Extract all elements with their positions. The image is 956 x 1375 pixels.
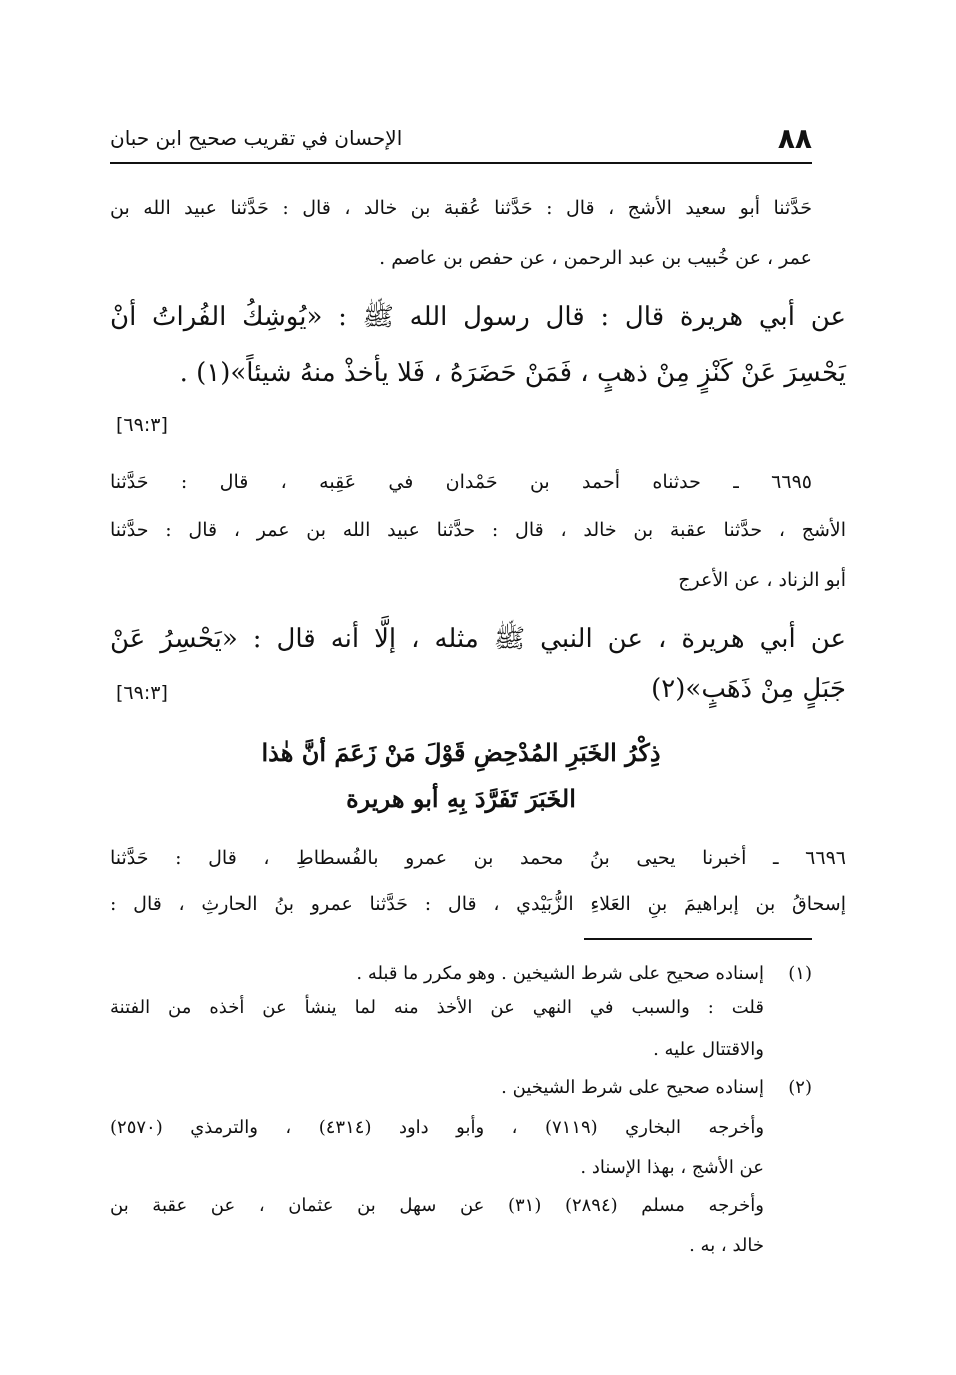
footnote-2-line-5: خالد ، به . — [689, 1235, 764, 1256]
footnote-1-number: (١) — [788, 963, 812, 984]
footnote-2-number: (٢) — [788, 1077, 812, 1098]
hadith-6696-line-2: إسحاقُ بن إبراهيمَ بنِ العَلاءِ الزُّبَيْدي ، قال : حَدَّثنا عمرو بنُ الحارثِ ، قال : — [110, 893, 846, 915]
footnote-1-line-2: قلت : والسبب في النهي عن الأخذ منه لما ينشأ عن أخذه من الفتنة — [110, 997, 764, 1018]
footnote-separator — [584, 938, 812, 940]
hadith-text-line-2: يَحْسِرَ عَنْ كَنْزٍ مِنْ ذهبٍ ، فَمَنْ حَضَرَهُ ، فَلا يأخذْ منهُ شيئاً»(١) . — [179, 358, 846, 388]
footnote-2-line-2: وأخرجه البخاري (٧١١٩) ، وأبو داود (٤٣١٤) ، والترمذي (٢٥٧٠) — [110, 1117, 765, 1138]
reference-bracket-1: [٦٩:٣] — [116, 414, 168, 436]
chapter-heading-line-1: ذِكْرُ الخَبَرِ المُدْحِضِ قَوْلَ مَنْ زَعَمَ أنَّ هٰذا — [261, 738, 661, 767]
hadith-text-line-3: عن أبي هريرة ، عن النبي ﷺ مثله ، إلَّا أنه قال : «يَحْسِرُ عَنْ — [110, 624, 846, 654]
hadith-6695-line-1: ٦٦٩٥ ـ حدثناه أحمد بن حَمْدان في عَقِبه ، قال : حَدَّثنا — [110, 471, 812, 493]
footnote-2-line-3: عن الأشج ، بهذا الإسناد . — [580, 1157, 764, 1178]
chain-line-2: عمر ، عن خُبيب بن عبد الرحمن ، عن حفص بن عاصم . — [379, 247, 812, 269]
footnote-2-line-4: وأخرجه مسلم (٢٨٩٤) (٣١) عن سهل بن عثمان ، عن عقبة بن — [110, 1195, 764, 1216]
hadith-text-line-4: جَبَلٍ مِنْ ذَهَبٍ»(٢) — [651, 674, 846, 704]
running-title: الإحسان في تقريب صحيح ابن حبان — [110, 126, 403, 150]
chain-line-1: حَدَّثنا أبو سعيد الأشج ، قال : حَدَّثنا عُقبة بن خالد ، قال : حَدَّثنا عبيد الله بن — [110, 197, 812, 219]
reference-bracket-2: [٦٩:٣] — [116, 682, 168, 704]
footnote-1-line-1: إسناده صحيح على شرط الشيخين . وهو مكرر ما قبله . — [356, 963, 764, 984]
page-number: ٨٨ — [777, 122, 812, 155]
footnote-1-line-3: والاقتتال عليه . — [653, 1039, 764, 1060]
hadith-6696-line-1: ٦٦٩٦ ـ أخبرنا يحيى بنُ محمد بن عمرو بالفُسطاطِ ، قال : حَدَّثنا — [110, 847, 846, 869]
hadith-text-line-1: عن أبي هريرة قال : قال رسول الله ﷺ : «يُوشِكُ الفُراتُ أنْ — [110, 302, 846, 332]
chapter-heading-line-2: الخَبَرَ تَفَرَّدَ بِهِ أبو هريرة — [346, 784, 576, 813]
hadith-6695-line-2: الأشج ، حدَّثنا عقبة بن خالد ، قال : حدَّثنا عبيد الله بن عمر ، قال : حدَّثنا — [110, 519, 846, 541]
page-header — [110, 118, 812, 164]
hadith-6695-line-3: أبو الزناد ، عن الأعرج — [678, 569, 846, 591]
footnote-2-line-1: إسناده صحيح على شرط الشيخين . — [501, 1077, 764, 1098]
